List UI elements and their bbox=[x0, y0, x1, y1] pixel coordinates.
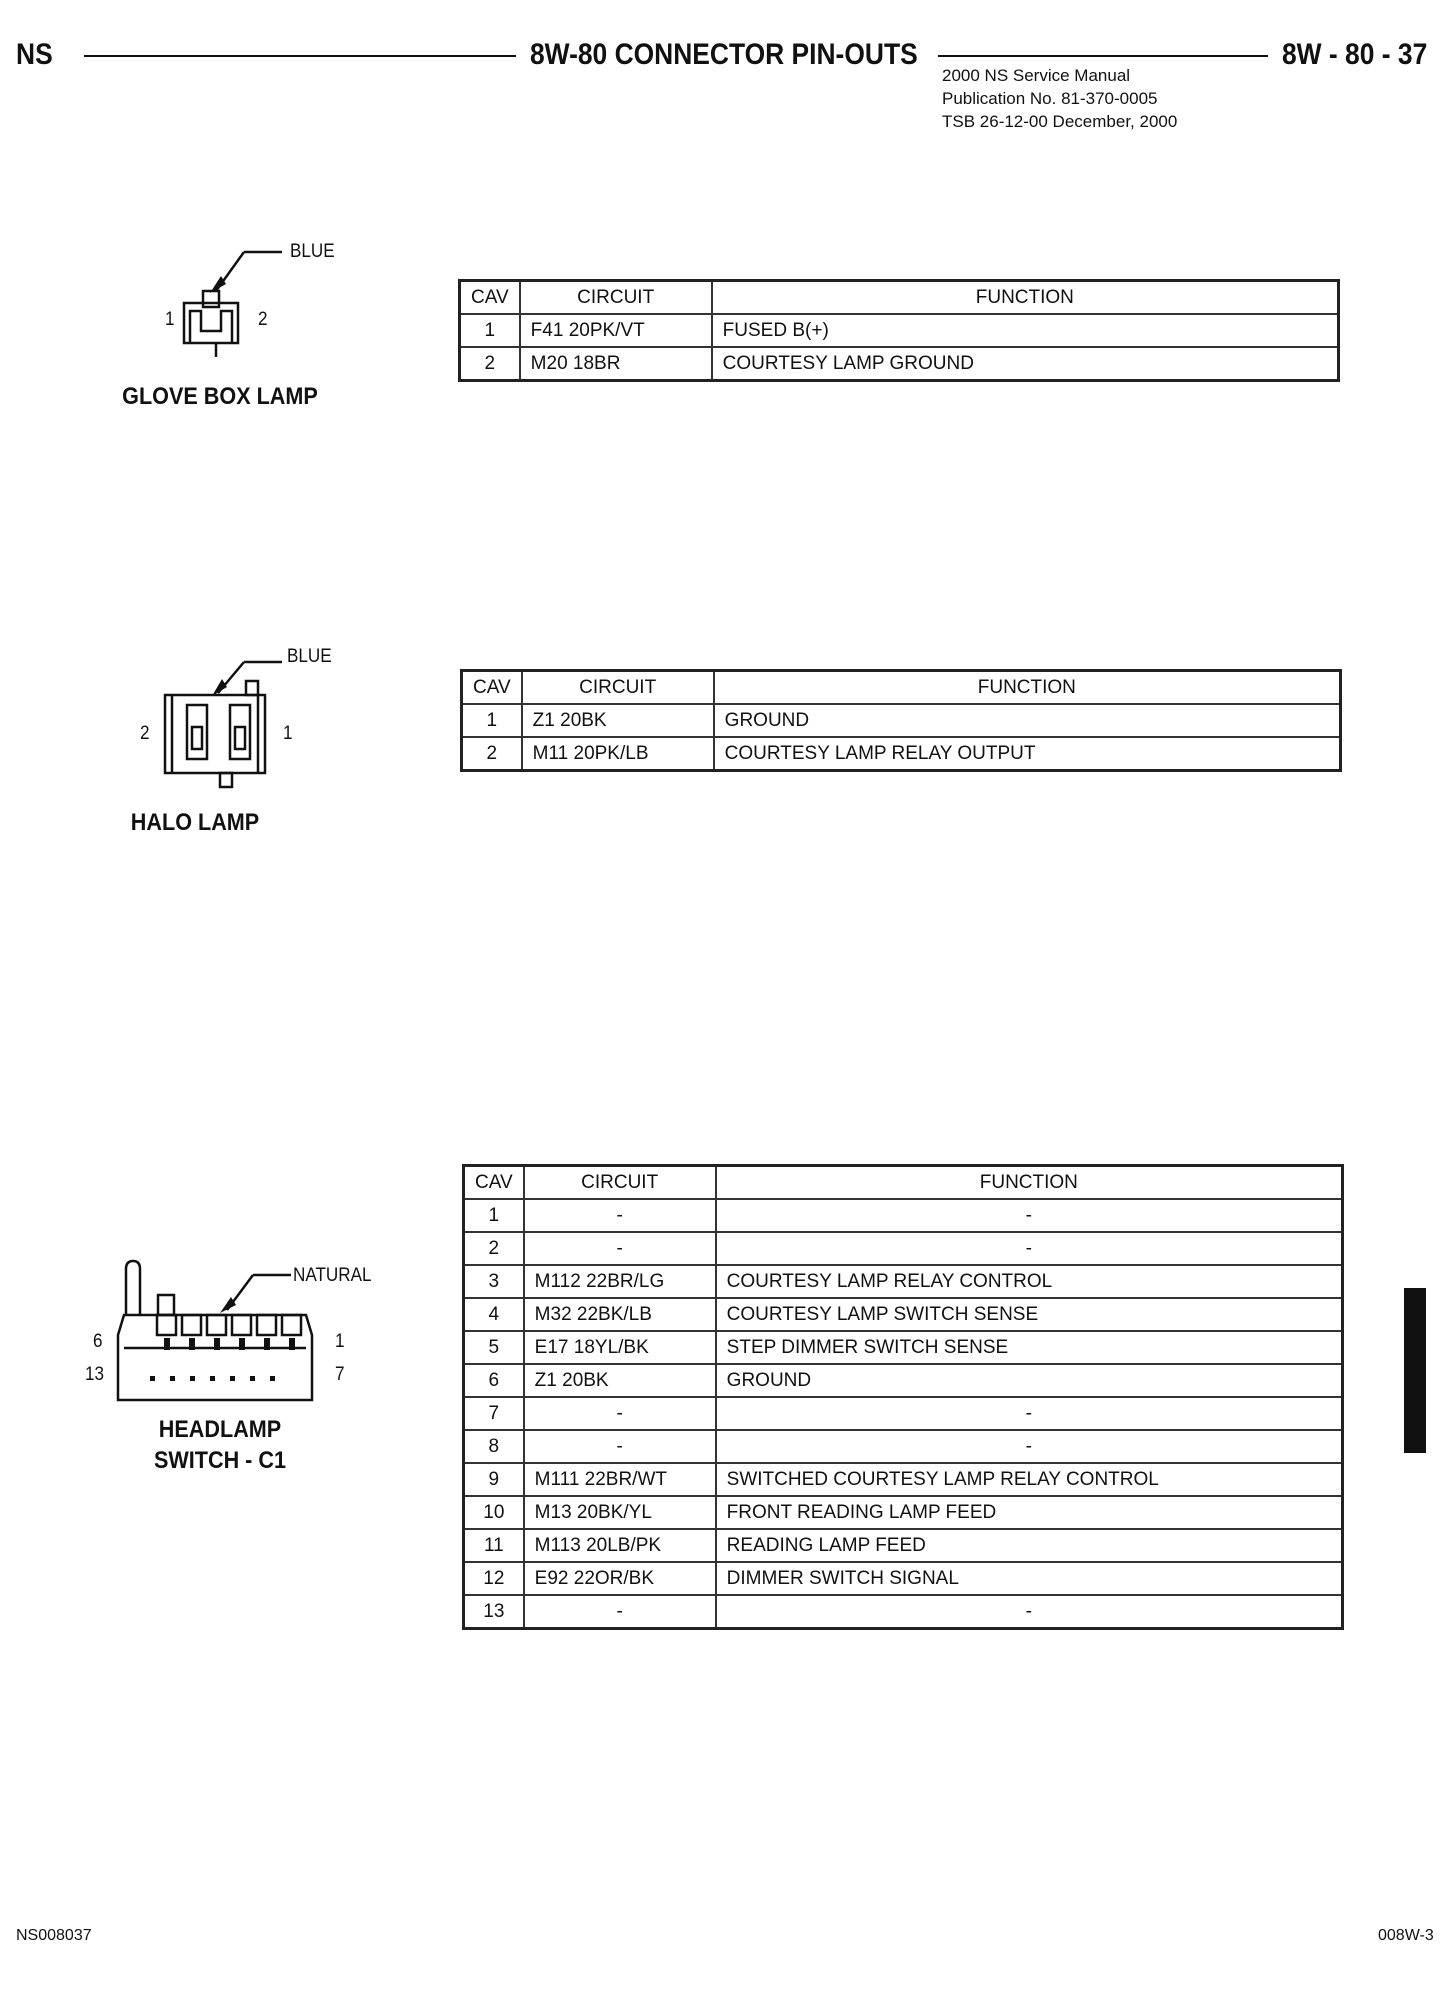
page-number: 8W - 80 - 37 bbox=[1282, 38, 1428, 71]
glove-box-lamp-connector-diagram bbox=[170, 235, 310, 375]
table-row bbox=[464, 1199, 1343, 1232]
column-header-circuit: CIRCUIT bbox=[520, 281, 712, 315]
function-cell: - bbox=[716, 1397, 1343, 1430]
function-cell: COURTESY LAMP GROUND bbox=[712, 347, 1339, 381]
column-header-circuit: CIRCUIT bbox=[522, 671, 714, 705]
function-cell: READING LAMP FEED bbox=[716, 1529, 1343, 1562]
cav-cell: 12 bbox=[464, 1562, 524, 1595]
table-header-row bbox=[462, 671, 1341, 705]
circuit-cell: - bbox=[524, 1595, 716, 1629]
cav-cell: 2 bbox=[460, 347, 520, 381]
publication-line: 2000 NS Service Manual bbox=[942, 66, 1131, 85]
cav-cell: 10 bbox=[464, 1496, 524, 1529]
column-header-cav: CAV bbox=[460, 281, 520, 315]
pin-label: 13 bbox=[85, 1364, 105, 1385]
headlamp-switch-color-label: NATURAL bbox=[293, 1265, 372, 1286]
function-cell: GROUND bbox=[714, 704, 1341, 737]
table-row bbox=[464, 1562, 1343, 1595]
column-header-circuit: CIRCUIT bbox=[524, 1166, 716, 1200]
circuit-cell: M32 22BK/LB bbox=[524, 1298, 716, 1331]
circuit-cell: Z1 20BK bbox=[524, 1364, 716, 1397]
cav-cell: 9 bbox=[464, 1463, 524, 1496]
glove-box-color-label: BLUE bbox=[290, 241, 335, 262]
cav-cell: 13 bbox=[464, 1595, 524, 1629]
table-row bbox=[462, 704, 1341, 737]
function-cell: FRONT READING LAMP FEED bbox=[716, 1496, 1343, 1529]
halo-lamp-color-label: BLUE bbox=[287, 646, 332, 667]
function-cell: COURTESY LAMP RELAY OUTPUT bbox=[714, 737, 1341, 771]
circuit-cell: - bbox=[524, 1199, 716, 1232]
pin-label: 1 bbox=[165, 309, 175, 330]
circuit-cell: F41 20PK/VT bbox=[520, 314, 712, 347]
function-cell: - bbox=[716, 1199, 1343, 1232]
circuit-cell: - bbox=[524, 1232, 716, 1265]
glove-box-lamp-pinout-table bbox=[458, 279, 1340, 382]
table-row bbox=[464, 1496, 1343, 1529]
label-line: HEADLAMP bbox=[158, 1416, 282, 1443]
table-row bbox=[460, 347, 1339, 381]
function-cell: - bbox=[716, 1232, 1343, 1265]
header-rule-left bbox=[84, 55, 516, 57]
table-row bbox=[464, 1430, 1343, 1463]
table-row bbox=[464, 1331, 1343, 1364]
function-cell: - bbox=[716, 1430, 1343, 1463]
table-header-row bbox=[464, 1166, 1343, 1200]
circuit-cell: M112 22BR/LG bbox=[524, 1265, 716, 1298]
pin-label: 1 bbox=[283, 723, 293, 744]
circuit-cell: E17 18YL/BK bbox=[524, 1331, 716, 1364]
pin-label: 1 bbox=[335, 1331, 345, 1352]
function-cell: DIMMER SWITCH SIGNAL bbox=[716, 1562, 1343, 1595]
column-header-function: FUNCTION bbox=[712, 281, 1339, 315]
cav-cell: 1 bbox=[464, 1199, 524, 1232]
footer-figure-id: NS008037 bbox=[16, 1927, 92, 1944]
section-code: NS bbox=[16, 38, 53, 71]
cav-cell: 11 bbox=[464, 1529, 524, 1562]
cav-cell: 5 bbox=[464, 1331, 524, 1364]
circuit-cell: - bbox=[524, 1397, 716, 1430]
column-header-function: FUNCTION bbox=[714, 671, 1341, 705]
cav-cell: 2 bbox=[462, 737, 522, 771]
headlamp-switch-pinout-table bbox=[462, 1164, 1344, 1630]
circuit-cell: M20 18BR bbox=[520, 347, 712, 381]
circuit-cell: E92 22OR/BK bbox=[524, 1562, 716, 1595]
function-cell: SWITCHED COURTESY LAMP RELAY CONTROL bbox=[716, 1463, 1343, 1496]
cav-cell: 2 bbox=[464, 1232, 524, 1265]
publication-line: TSB 26-12-00 December, 2000 bbox=[942, 112, 1178, 131]
pin-label: 6 bbox=[93, 1331, 103, 1352]
cav-cell: 6 bbox=[464, 1364, 524, 1397]
table-row bbox=[464, 1364, 1343, 1397]
footer-page-code: 008W-3 bbox=[1378, 1927, 1434, 1944]
table-row bbox=[464, 1298, 1343, 1331]
pin-label: 2 bbox=[258, 309, 268, 330]
cav-cell: 4 bbox=[464, 1298, 524, 1331]
table-row bbox=[464, 1595, 1343, 1629]
cav-cell: 3 bbox=[464, 1265, 524, 1298]
table-row bbox=[464, 1265, 1343, 1298]
table-row bbox=[464, 1463, 1343, 1496]
column-header-cav: CAV bbox=[462, 671, 522, 705]
function-cell: COURTESY LAMP SWITCH SENSE bbox=[716, 1298, 1343, 1331]
column-header-function: FUNCTION bbox=[716, 1166, 1343, 1200]
cav-cell: 1 bbox=[460, 314, 520, 347]
section-tab-marker bbox=[1404, 1288, 1426, 1453]
glove-box-lamp-label: GLOVE BOX LAMP bbox=[122, 383, 318, 410]
function-cell: - bbox=[716, 1595, 1343, 1629]
cav-cell: 8 bbox=[464, 1430, 524, 1463]
label-line: SWITCH - C1 bbox=[153, 1447, 286, 1474]
function-cell: COURTESY LAMP RELAY CONTROL bbox=[716, 1265, 1343, 1298]
table-row bbox=[460, 314, 1339, 347]
table-row bbox=[464, 1232, 1343, 1265]
pin-label: 7 bbox=[335, 1364, 345, 1385]
table-row bbox=[464, 1397, 1343, 1430]
halo-lamp-pinout-table bbox=[460, 669, 1342, 772]
circuit-cell: M111 22BR/WT bbox=[524, 1463, 716, 1496]
table-row bbox=[462, 737, 1341, 771]
column-header-cav: CAV bbox=[464, 1166, 524, 1200]
function-cell: STEP DIMMER SWITCH SENSE bbox=[716, 1331, 1343, 1364]
header-rule-right bbox=[938, 55, 1268, 57]
circuit-cell: Z1 20BK bbox=[522, 704, 714, 737]
circuit-cell: M11 20PK/LB bbox=[522, 737, 714, 771]
function-cell: GROUND bbox=[716, 1364, 1343, 1397]
cav-cell: 1 bbox=[462, 704, 522, 737]
function-cell: FUSED B(+) bbox=[712, 314, 1339, 347]
page-title: 8W-80 CONNECTOR PIN-OUTS bbox=[530, 38, 918, 71]
circuit-cell: M113 20LB/PK bbox=[524, 1529, 716, 1562]
circuit-cell: M13 20BK/YL bbox=[524, 1496, 716, 1529]
publication-info bbox=[942, 64, 1177, 133]
headlamp-switch-label bbox=[112, 1414, 328, 1476]
cav-cell: 7 bbox=[464, 1397, 524, 1430]
table-header-row bbox=[460, 281, 1339, 315]
pin-label: 2 bbox=[140, 723, 150, 744]
table-row bbox=[464, 1529, 1343, 1562]
halo-lamp-label: HALO LAMP bbox=[130, 809, 260, 836]
circuit-cell: - bbox=[524, 1430, 716, 1463]
publication-line: Publication No. 81-370-0005 bbox=[942, 89, 1158, 108]
